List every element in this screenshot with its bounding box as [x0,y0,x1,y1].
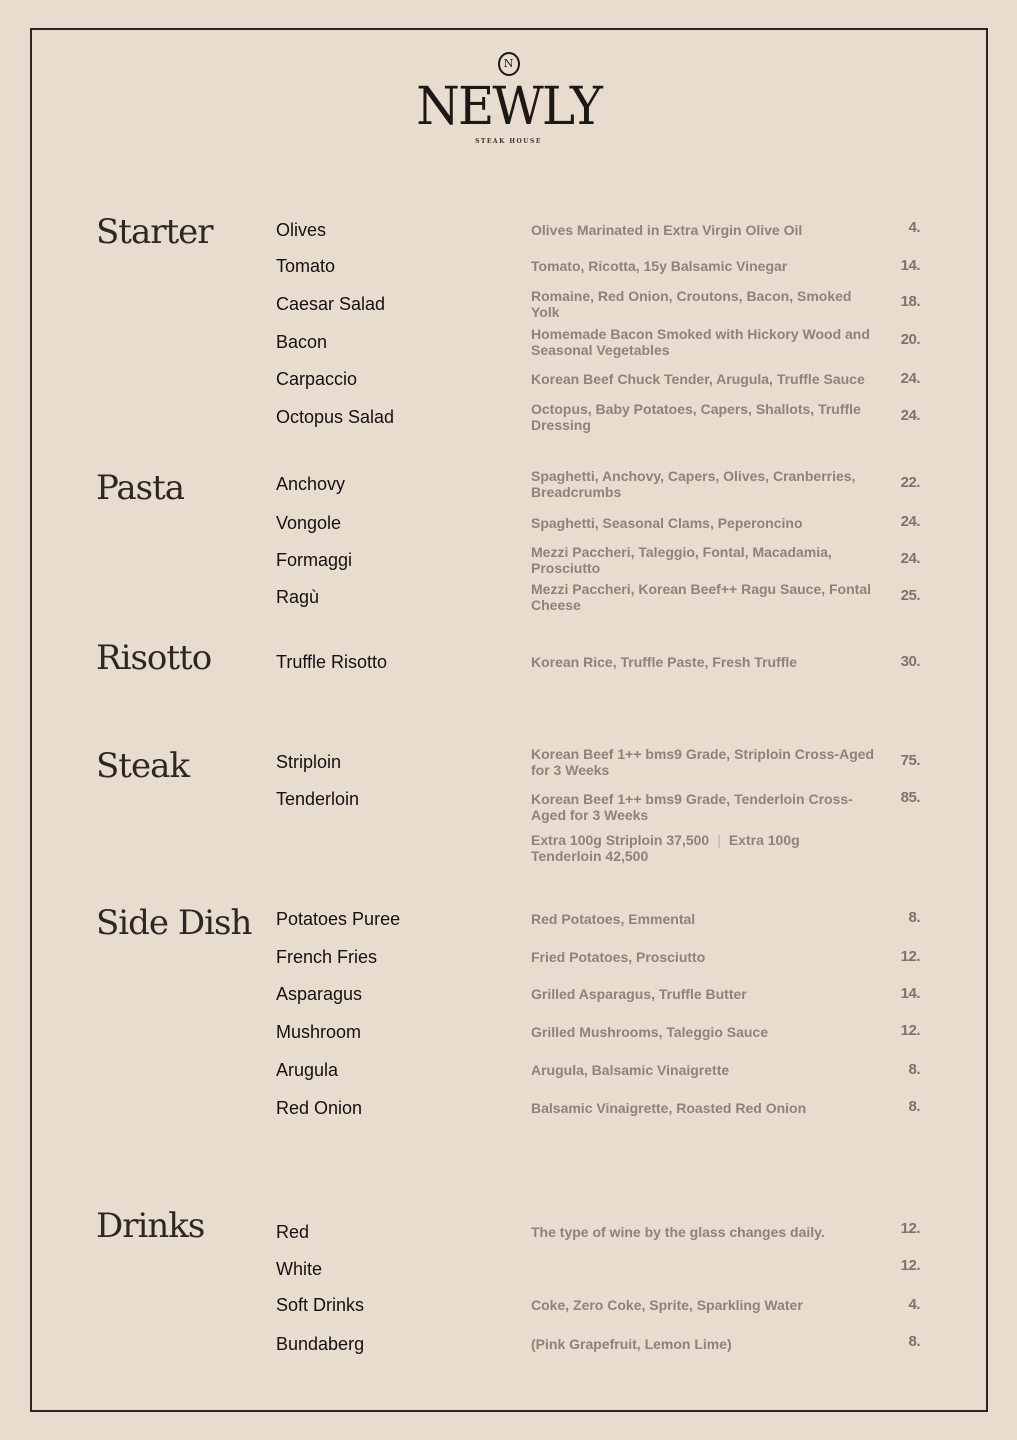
section-title-steak: Steak [96,746,189,786]
item-price: 24. [900,370,920,387]
item-price: 30. [900,653,920,670]
item-price: 24. [900,407,920,424]
item-price: 4. [908,219,920,236]
item-desc: Grilled Mushrooms, Taleggio Sauce [531,1024,769,1040]
item-name: Red [276,1222,310,1242]
item-desc: Coke, Zero Coke, Sprite, Sparkling Water [531,1297,803,1313]
item-desc: The type of wine by the glass changes daily. [531,1224,825,1240]
item-name: Truffle Risotto [276,652,388,672]
item-name: Potatoes Puree [276,909,401,929]
item-desc: Korean Beef 1++ bms9 Grade, Striploin Cross-Aged for 3 Weeks [531,746,875,778]
item-name: Bundaberg [276,1334,365,1354]
item-desc: Korean Rice, Truffle Paste, Fresh Truffle [531,654,798,670]
item-price: 8. [908,909,920,926]
section-title-risotto: Risotto [96,638,212,678]
item-name: Vongole [276,513,342,533]
section-title-pasta: Pasta [96,468,185,508]
section-title-drinks: Drinks [96,1206,205,1246]
item-name: Tenderloin [276,789,360,809]
item-price: 12. [900,1022,920,1039]
item-name: Tomato [276,256,336,276]
brand-name: NEWLY [416,75,601,137]
item-price: 8. [908,1061,920,1078]
item-desc: Fried Potatoes, Prosciutto [531,949,706,965]
item-desc: Balsamic Vinaigrette, Roasted Red Onion [531,1100,807,1116]
section-title-side-dish: Side Dish [96,903,252,943]
logo-mark-icon: N [498,52,520,76]
item-name: Formaggi [276,550,353,570]
item-desc: Romaine, Red Onion, Croutons, Bacon, Smoked Yolk [531,288,852,320]
item-price: 24. [900,550,920,567]
item-name: Mushroom [276,1022,362,1042]
item-name: Caesar Salad [276,294,386,314]
item-price: 22. [900,474,920,491]
item-desc: (Pink Grapefruit, Lemon Lime) [531,1336,732,1352]
item-name: French Fries [276,947,378,967]
item-name: Soft Drinks [276,1295,365,1315]
item-price: 20. [900,331,920,348]
item-name: Arugula [276,1060,339,1080]
item-price: 4. [908,1296,920,1313]
item-desc: Octopus, Baby Potatoes, Capers, Shallots, Truffle Dressing [531,401,861,433]
extra-separator: | [717,832,721,848]
item-name: Bacon [276,332,328,352]
item-desc: Mezzi Paccheri, Taleggio, Fontal, Macadamia, Prosciutto [531,544,832,576]
item-name: Ragù [276,587,320,607]
item-price: 24. [900,513,920,530]
item-desc: Homemade Bacon Smoked with Hickory Wood and Seasonal Vegetables [531,326,870,358]
section-title-starter: Starter [96,212,213,252]
item-desc: Red Potatoes, Emmental [531,911,696,927]
item-name: White [276,1259,323,1279]
item-name: Octopus Salad [276,407,395,427]
steak-extras-note [531,832,851,864]
item-name: Anchovy [276,474,346,494]
brand-logo [0,52,1017,145]
item-price: 18. [900,293,920,310]
brand-tagline: STEAK HOUSE [475,138,542,145]
item-name: Carpaccio [276,369,358,389]
extra-striploin: Extra 100g Striploin 37,500 [531,832,710,848]
item-desc: Spaghetti, Anchovy, Capers, Olives, Cranberries, Breadcrumbs [531,468,856,500]
item-desc: Korean Beef Chuck Tender, Arugula, Truffle Sauce [531,371,865,387]
item-price: 14. [900,985,920,1002]
item-price: 75. [900,752,920,769]
item-price: 8. [908,1098,920,1115]
item-desc: Tomato, Ricotta, 15y Balsamic Vinegar [531,258,788,274]
item-name: Red Onion [276,1098,363,1118]
extra-tenderloin: Extra 100g Tenderloin 42,500 [531,832,800,864]
item-price: 12. [900,1220,920,1237]
item-desc: Grilled Asparagus, Truffle Butter [531,986,747,1002]
item-desc: Arugula, Balsamic Vinaigrette [531,1062,730,1078]
item-price: 8. [908,1333,920,1350]
item-desc: Spaghetti, Seasonal Clams, Peperoncino [531,515,803,531]
item-price: 85. [900,789,920,806]
item-price: 25. [900,587,920,604]
item-name: Olives [276,220,327,240]
item-desc: Mezzi Paccheri, Korean Beef++ Ragu Sauce, Fontal Cheese [531,581,871,613]
item-price: 12. [900,1257,920,1274]
item-desc: Olives Marinated in Extra Virgin Olive Oil [531,222,803,238]
item-price: 14. [900,257,920,274]
item-name: Striploin [276,752,342,772]
item-name: Asparagus [276,984,363,1004]
item-desc: Korean Beef 1++ bms9 Grade, Tenderloin Cross-Aged for 3 Weeks [531,791,853,823]
item-price: 12. [900,948,920,965]
